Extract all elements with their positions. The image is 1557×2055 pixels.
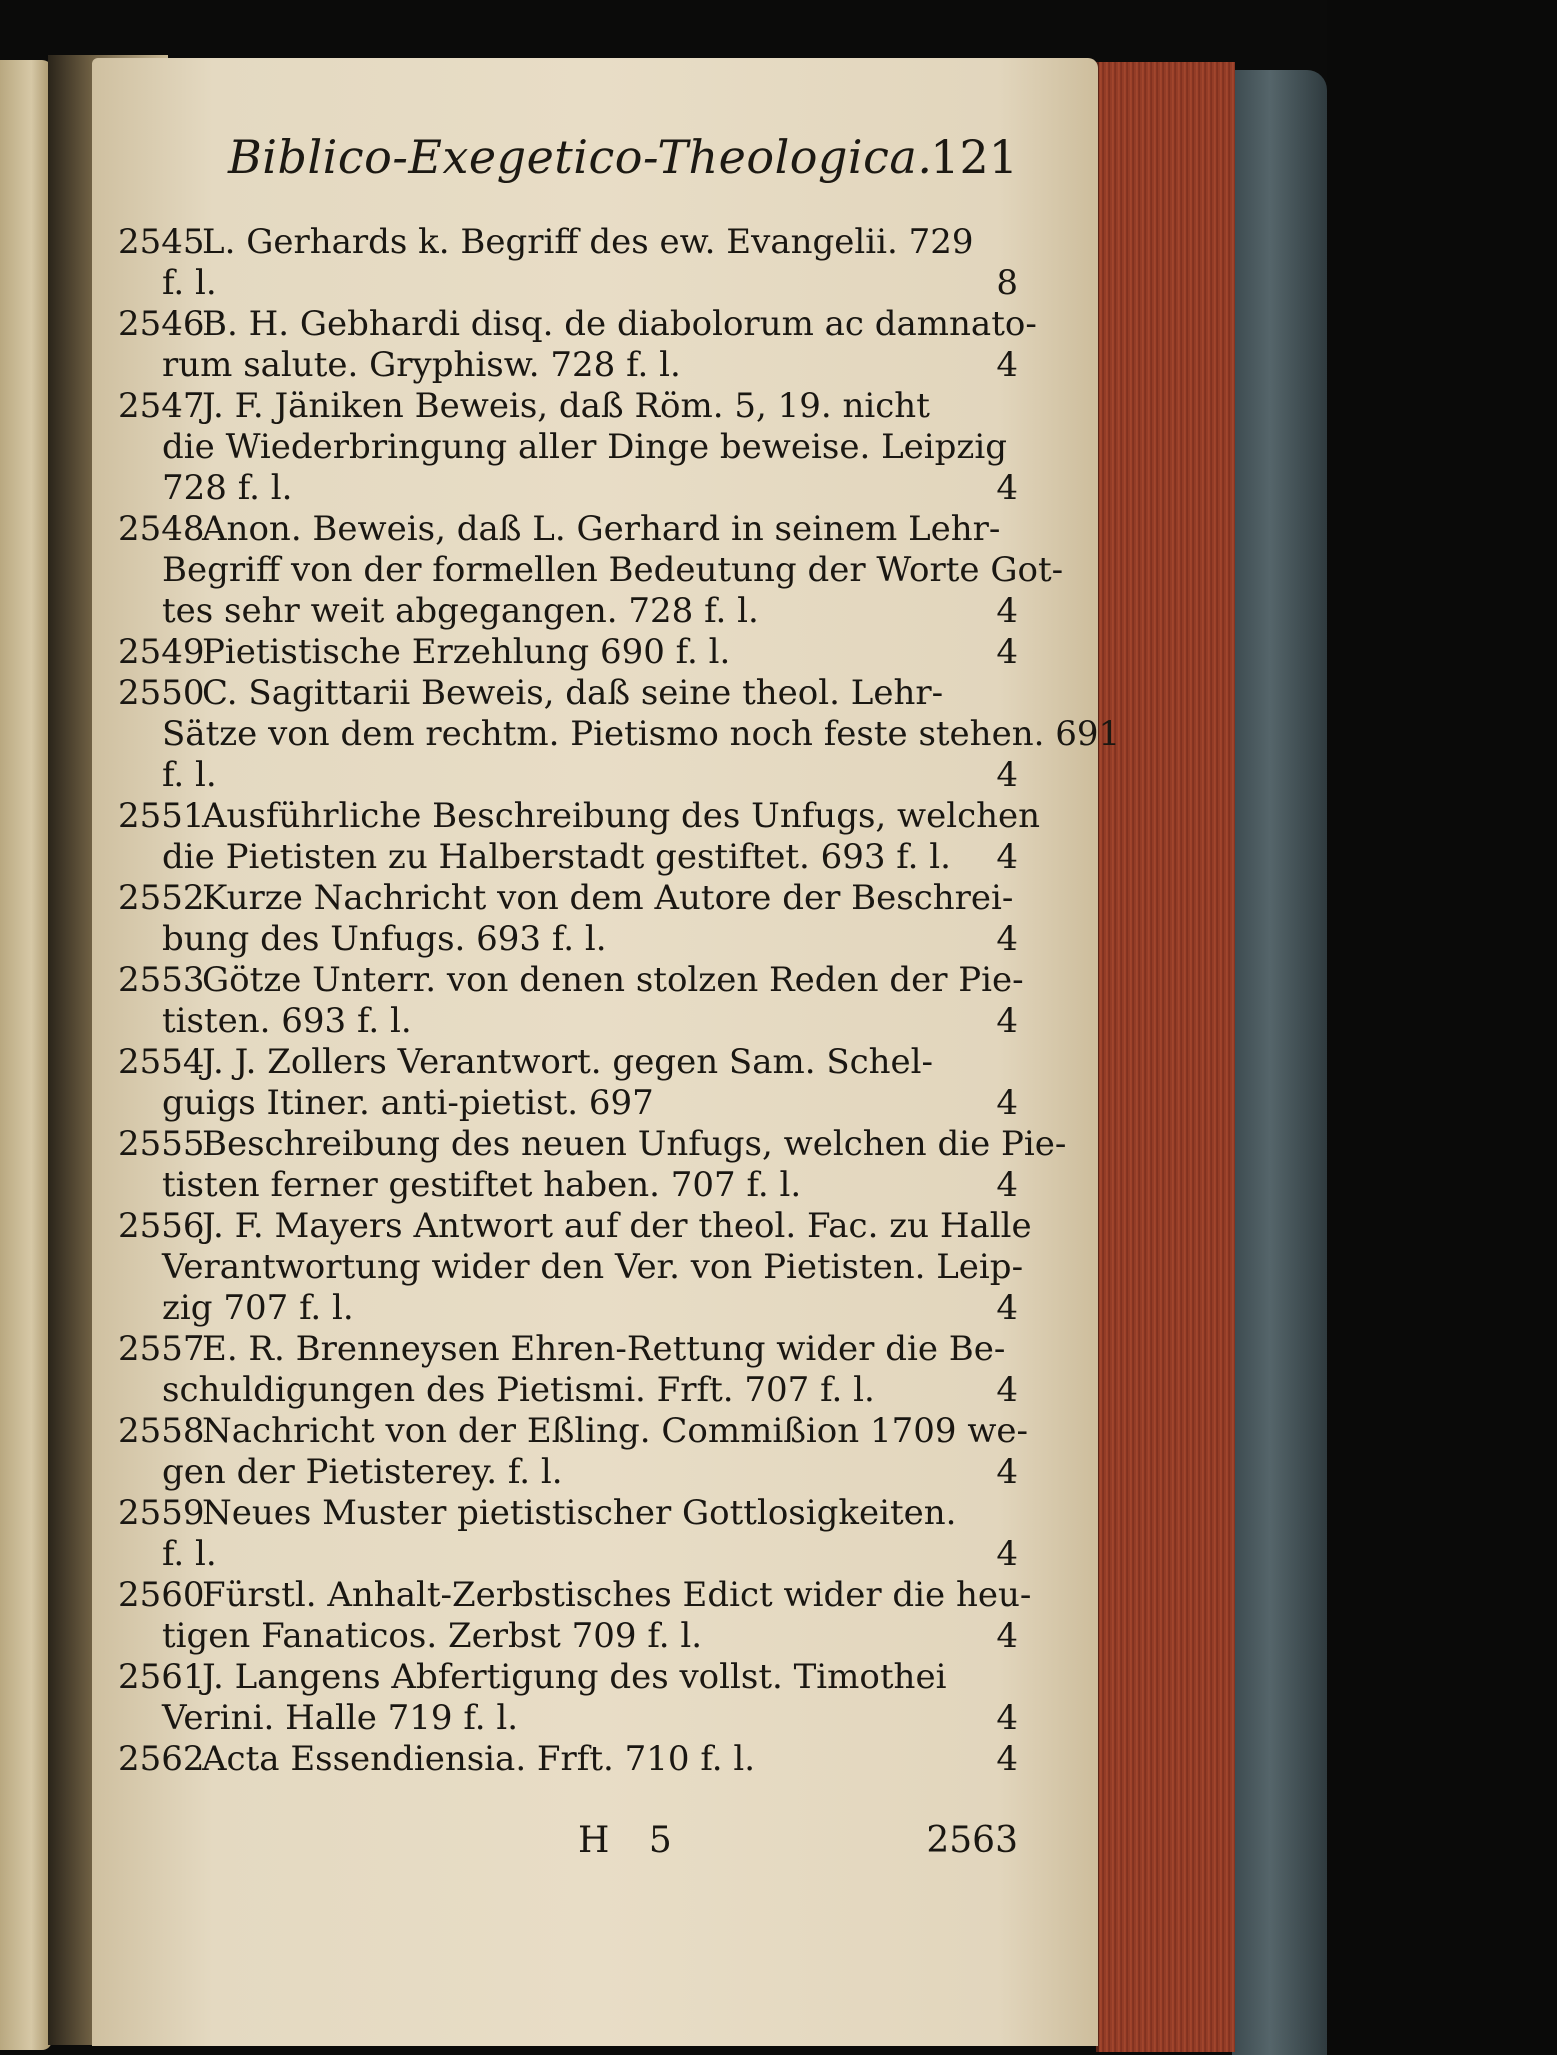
- entry-line: [118, 1370, 1018, 1411]
- catalog-entry: [118, 509, 1064, 632]
- entry-number: 2557: [118, 1329, 205, 1369]
- entry-line: [118, 1001, 1018, 1042]
- entry-price: 4: [996, 1616, 1018, 1656]
- entry-number: 2545: [118, 222, 205, 262]
- catchword: 2563: [926, 1820, 1018, 1861]
- entry-line: [118, 1452, 1018, 1493]
- entry-number: 2560: [118, 1575, 205, 1615]
- entry-line: [118, 714, 1121, 755]
- entry-price: 4: [996, 1001, 1018, 1041]
- catalog-entry: [118, 796, 1041, 878]
- entry-line: [118, 222, 1018, 263]
- entry-number: 2547: [118, 386, 205, 426]
- entry-text: rum salute. Gryphisw. 728 f. l.: [162, 345, 681, 385]
- entry-line: [118, 1288, 1018, 1329]
- entry-text: Verini. Halle 719 f. l.: [162, 1698, 519, 1738]
- catalog-entry: [118, 1124, 1067, 1206]
- catalog-entry: [118, 1042, 1018, 1124]
- entry-price: 4: [996, 1288, 1018, 1328]
- catalog-entry: [118, 960, 1024, 1042]
- entry-text: f. l.: [162, 755, 217, 795]
- catalog-entry: [118, 1739, 1018, 1780]
- entry-text: tisten ferner gestiftet haben. 707 f. l.: [162, 1165, 802, 1205]
- catalog-entry: [118, 1329, 1018, 1411]
- entry-text: die Pietisten zu Halberstadt gestiftet. 693 f. l.: [162, 837, 951, 877]
- entry-line: [118, 386, 1018, 427]
- entry-text: bung des Unfugs. 693 f. l.: [162, 919, 607, 959]
- entry-price: 4: [996, 1452, 1018, 1492]
- entry-number: 2554: [118, 1042, 205, 1082]
- entry-text: J. F. Mayers Antwort auf der theol. Fac. zu Halle: [202, 1206, 1032, 1246]
- signature-mark: H 5: [578, 1820, 686, 1861]
- catalog-entry: [118, 1206, 1032, 1329]
- entry-price: 4: [996, 632, 1018, 672]
- entry-price: 4: [996, 1083, 1018, 1123]
- entry-price: 4: [996, 1165, 1018, 1205]
- entry-text: Begriff von der formellen Bedeutung der Worte Got-: [162, 550, 1064, 590]
- entry-text: C. Sagittarii Beweis, daß seine theol. Lehr-: [202, 673, 944, 713]
- entry-text: gen der Pietisterey. f. l.: [162, 1452, 563, 1492]
- entry-line: [118, 1739, 1018, 1780]
- entry-line: [118, 1329, 1018, 1370]
- entry-text: Fürstl. Anhalt-Zerbstisches Edict wider die heu-: [202, 1575, 1032, 1615]
- catalog-entry: [118, 878, 1018, 960]
- entry-line: [118, 1698, 1018, 1739]
- entry-price: 4: [996, 837, 1018, 877]
- entry-line: [118, 1493, 1018, 1534]
- running-title: Biblico-Exegetico-Theologica.: [228, 130, 933, 184]
- book-cover: [1232, 70, 1327, 2055]
- entry-text: B. H. Gebhardi disq. de diabolorum ac damnato-: [202, 304, 1037, 344]
- entry-line: [118, 1247, 1024, 1288]
- catalog-entry: [118, 304, 1037, 386]
- entry-number: 2550: [118, 673, 205, 713]
- entry-text: tisten. 693 f. l.: [162, 1001, 412, 1041]
- entry-line: [118, 878, 1018, 919]
- entry-price: 8: [996, 263, 1018, 303]
- entry-text: L. Gerhards k. Begriff des ew. Evangelii. 729: [202, 222, 974, 262]
- entry-line: [118, 304, 1037, 345]
- entry-number: 2559: [118, 1493, 205, 1533]
- entry-number: 2555: [118, 1124, 205, 1164]
- entry-text: 728 f. l.: [162, 468, 293, 508]
- entry-line: [118, 1534, 1018, 1575]
- entry-line: [118, 263, 1018, 304]
- entry-text: Beschreibung des neuen Unfugs, welchen die Pie-: [202, 1124, 1067, 1164]
- entry-price: 4: [996, 755, 1018, 795]
- entry-number: 2558: [118, 1411, 205, 1451]
- entry-line: [118, 632, 1018, 673]
- entry-line: [118, 1616, 1018, 1657]
- entry-line: [118, 591, 1018, 632]
- entry-line: [118, 1165, 1018, 1206]
- entry-price: 4: [996, 591, 1018, 631]
- entry-text: Pietistische Erzehlung 690 f. l.: [202, 632, 731, 672]
- entry-line: [118, 1411, 1029, 1452]
- entry-number: 2548: [118, 509, 205, 549]
- entry-number: 2562: [118, 1739, 205, 1779]
- entry-text: Kurze Nachricht von dem Autore der Beschrei-: [202, 878, 1014, 918]
- entry-price: 4: [996, 919, 1018, 959]
- entry-number: 2553: [118, 960, 205, 1000]
- facing-page-edge: [0, 60, 52, 2050]
- entry-text: Anon. Beweis, daß L. Gerhard in seinem Lehr-: [202, 509, 1001, 549]
- entry-text: f. l.: [162, 1534, 217, 1574]
- entry-line: [118, 919, 1018, 960]
- entry-line: [118, 1575, 1032, 1616]
- entry-text: tigen Fanaticos. Zerbst 709 f. l.: [162, 1616, 703, 1656]
- entry-line: [118, 1657, 1018, 1698]
- entry-text: guigs Itiner. anti-pietist. 697: [162, 1083, 654, 1123]
- entry-line: [118, 1083, 1018, 1124]
- entry-line: [118, 550, 1064, 591]
- entry-price: 4: [996, 468, 1018, 508]
- entry-text: Neues Muster pietistischer Gottlosigkeiten.: [202, 1493, 957, 1533]
- entry-text: die Wiederbringung aller Dinge beweise. Leipzig: [162, 427, 1007, 467]
- entry-number: 2556: [118, 1206, 205, 1246]
- entry-line: [118, 796, 1041, 837]
- catalog-entries: [118, 222, 1121, 1780]
- entry-number: 2546: [118, 304, 205, 344]
- entry-text: zig 707 f. l.: [162, 1288, 354, 1328]
- entry-text: E. R. Brenneysen Ehren-Rettung wider die Be-: [202, 1329, 1006, 1369]
- page-number: 121: [930, 130, 1018, 184]
- entry-text: Götze Unterr. von denen stolzen Reden der Pie-: [202, 960, 1024, 1000]
- entry-line: [118, 755, 1018, 796]
- red-page-edges: [1096, 62, 1235, 2052]
- entry-text: Sätze von dem rechtm. Pietismo noch feste stehen. 691: [162, 714, 1121, 754]
- entry-line: [118, 468, 1018, 509]
- page-footer: [118, 1820, 1018, 1868]
- catalog-entry: [118, 222, 1018, 304]
- entry-line: [118, 960, 1024, 1001]
- catalog-entry: [118, 1575, 1032, 1657]
- catalog-entry: [118, 1657, 1018, 1739]
- catalog-entry: [118, 673, 1121, 796]
- entry-text: f. l.: [162, 263, 217, 303]
- entry-text: Nachricht von der Eßling. Commißion 1709 we-: [202, 1411, 1029, 1451]
- entry-number: 2552: [118, 878, 205, 918]
- catalog-entry: [118, 1411, 1029, 1493]
- entry-text: Ausführliche Beschreibung des Unfugs, welchen: [202, 796, 1041, 836]
- entry-line: [118, 1042, 1018, 1083]
- catalog-entry: [118, 632, 1018, 673]
- entry-price: 4: [996, 345, 1018, 385]
- entry-line: [118, 345, 1018, 386]
- entry-line: [118, 1124, 1067, 1165]
- page-header: [228, 130, 1018, 190]
- entry-price: 4: [996, 1370, 1018, 1410]
- entry-text: J. F. Jäniken Beweis, daß Röm. 5, 19. nicht: [202, 386, 930, 426]
- entry-line: [118, 1206, 1032, 1247]
- entry-number: 2549: [118, 632, 205, 672]
- entry-line: [118, 837, 1018, 878]
- background: [1327, 0, 1557, 2055]
- entry-text: tes sehr weit abgegangen. 728 f. l.: [162, 591, 759, 631]
- entry-line: [118, 427, 1018, 468]
- entry-number: 2561: [118, 1657, 205, 1697]
- entry-text: schuldigungen des Pietismi. Frft. 707 f. l.: [162, 1370, 875, 1410]
- catalog-entry: [118, 386, 1018, 509]
- entry-price: 4: [996, 1534, 1018, 1574]
- entry-line: [118, 673, 1018, 714]
- catalog-entry: [118, 1493, 1018, 1575]
- entry-price: 4: [996, 1698, 1018, 1738]
- entry-text: Verantwortung wider den Ver. von Pietisten. Leip-: [162, 1247, 1024, 1287]
- entry-price: 4: [996, 1739, 1018, 1779]
- entry-text: J. Langens Abfertigung des vollst. Timothei: [202, 1657, 947, 1697]
- entry-line: [118, 509, 1018, 550]
- entry-number: 2551: [118, 796, 205, 836]
- entry-text: J. J. Zollers Verantwort. gegen Sam. Schel-: [202, 1042, 934, 1082]
- entry-text: Acta Essendiensia. Frft. 710 f. l.: [202, 1739, 756, 1779]
